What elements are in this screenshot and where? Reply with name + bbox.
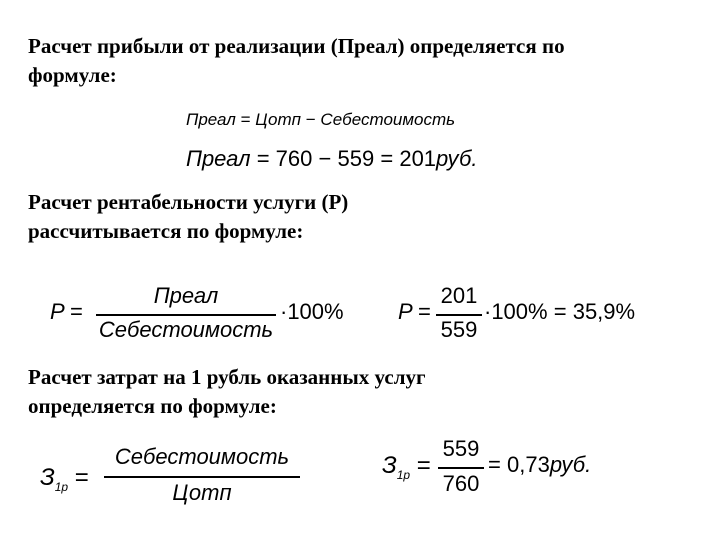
profitability-calc-result: ·100% = 35,9% [484, 299, 636, 324]
equals-sign: = [488, 452, 501, 477]
cost-term: Себестоимость [320, 110, 456, 129]
minus-sign: − [318, 146, 332, 171]
cost-unit: руб. [549, 452, 592, 477]
profit-unit: руб. [436, 146, 478, 171]
cost-per-ruble-text-line2: определяется по формуле: [28, 394, 277, 418]
minus-sign: − [305, 110, 316, 129]
price-value: 760 [275, 146, 313, 171]
equals-sign: = [380, 146, 394, 171]
profitability-multiplier: ·100% [280, 299, 344, 324]
profitability-text-line2: рассчитывается по формуле: [28, 219, 304, 243]
cost-value: 559 [337, 146, 375, 171]
profitability-calc-fraction [436, 283, 482, 343]
fraction-numerator: 201 [440, 283, 478, 308]
profit-formula-calc [186, 146, 478, 172]
equals-sign: = [416, 452, 431, 479]
cost-result: 0,73 [506, 452, 550, 477]
fraction-bar [438, 467, 484, 469]
fraction-numerator: 559 [442, 436, 480, 461]
fraction-denominator: Цотп [172, 480, 232, 505]
cost-formula-lhs: $З_{1р}$ = [40, 464, 89, 494]
cost-calc-result [488, 452, 591, 478]
subscript: 1р [54, 480, 69, 494]
profitability-calc-lhs: P = [398, 299, 431, 324]
fraction-bar [96, 314, 276, 316]
equals-sign: = [74, 464, 89, 491]
cost-calc-fraction [438, 436, 484, 500]
cost-per-ruble-text-line1: Расчет затрат на 1 рубль оказанных услуг [28, 365, 426, 389]
equals-sign: = [240, 110, 251, 129]
fraction-bar [104, 476, 300, 478]
subscript: 1р [396, 468, 411, 482]
equals-sign: = [69, 299, 83, 324]
profit-formula-lhs: Преал [186, 110, 236, 129]
fraction-bar [436, 314, 482, 316]
fraction-denominator: Себестоимость [98, 317, 274, 342]
profit-calc-lhs: Преал [186, 146, 251, 171]
cost-calc-lhs: $З_{1р}$ = [382, 452, 431, 482]
profit-formula-general [186, 110, 455, 130]
profit-result: 201 [399, 146, 437, 171]
equals-sign: = [553, 299, 567, 324]
profitability-lhs: P = [50, 299, 83, 324]
fraction-numerator: Преал [153, 283, 219, 308]
fraction-denominator: 559 [440, 317, 478, 342]
profit-text-line2: формуле: [28, 63, 117, 87]
profitability-fraction [96, 283, 276, 343]
profit-text-line1: Расчет прибыли от реализации (Преал) определяется по [28, 34, 565, 58]
equals-sign: = [417, 299, 431, 324]
profitability-text-line1: Расчет рентабельности услуги (Р) [28, 190, 349, 214]
profitability-result: 35,9% [572, 299, 636, 324]
fraction-numerator: Себестоимость [114, 444, 290, 469]
fraction-denominator: 760 [442, 471, 480, 496]
cost-fraction [104, 444, 300, 510]
price-term: Цотп [255, 110, 302, 129]
equals-sign: = [256, 146, 270, 171]
